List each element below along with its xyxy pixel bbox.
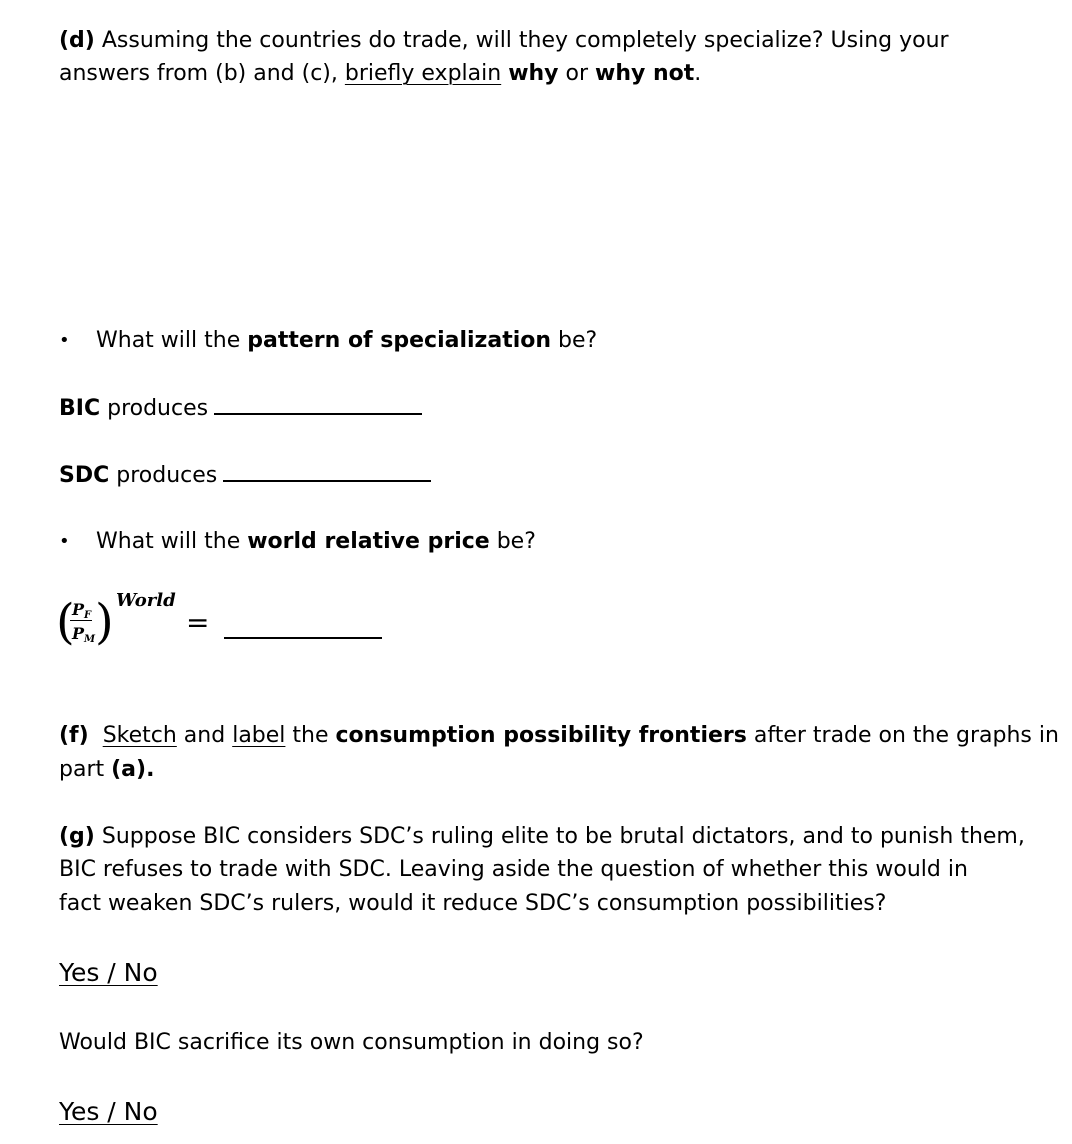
or-word: or bbox=[558, 61, 596, 86]
bic-label: BIC bbox=[59, 396, 101, 421]
part-d-label: (d) bbox=[59, 28, 95, 53]
answer-yes-no-2[interactable]: Yes / No bbox=[59, 1097, 158, 1126]
bic-produces-text: produces bbox=[100, 396, 209, 421]
fraction-bar bbox=[70, 620, 92, 621]
bic-produces-line bbox=[59, 391, 422, 426]
part-d-text-2: answers from (b) and (c), bbox=[59, 61, 345, 86]
part-f-line-1 bbox=[59, 719, 1059, 753]
briefly-explain: briefly explain bbox=[344, 61, 502, 86]
bic-answer-blank[interactable] bbox=[214, 391, 422, 415]
sdc-produces-text: produces bbox=[109, 463, 218, 488]
part-f-line-2 bbox=[59, 753, 154, 787]
sketch-word: Sketch bbox=[102, 723, 177, 748]
equals-sign: = bbox=[186, 606, 210, 639]
specialization-pre: What will the bbox=[96, 328, 248, 353]
part-g-line-1 bbox=[59, 820, 1025, 854]
sdc-answer-blank[interactable] bbox=[223, 458, 431, 482]
the-word: the bbox=[285, 723, 336, 748]
price-numerator: $P_F$ bbox=[72, 600, 92, 621]
part-d-line-1 bbox=[59, 24, 949, 58]
part-d-line-2 bbox=[59, 57, 701, 91]
specialization-post: be? bbox=[551, 328, 598, 353]
part-f-rest: after trade on the graphs in bbox=[746, 723, 1059, 748]
price-answer-blank[interactable] bbox=[224, 637, 382, 639]
part-a-ref: (a). bbox=[111, 757, 155, 782]
part-d-text-1: Assuming the countries do trade, will they completely specialize? Using your bbox=[94, 28, 949, 53]
cpf-bold: consumption possibility frontiers bbox=[335, 723, 747, 748]
left-paren: ( bbox=[56, 594, 75, 650]
specialization-bold: pattern of specialization bbox=[247, 328, 552, 353]
label-word: label bbox=[232, 723, 286, 748]
period: . bbox=[694, 61, 702, 86]
bullet-icon: • bbox=[59, 531, 70, 552]
world-superscript: World bbox=[116, 590, 176, 611]
answer-yes-no-1[interactable]: Yes / No bbox=[59, 958, 158, 987]
sdc-produces-line bbox=[59, 458, 431, 493]
part-g-label: (g) bbox=[59, 824, 95, 849]
price-post: be? bbox=[489, 529, 536, 554]
price-pre: What will the bbox=[96, 529, 248, 554]
part-f-label: (f) bbox=[59, 723, 89, 748]
relative-price-formula bbox=[56, 594, 119, 656]
sdc-label: SDC bbox=[59, 463, 110, 488]
why-not-word: why not bbox=[595, 61, 695, 86]
part-g-line-2: BIC refuses to trade with SDC. Leaving aside the question of whether this would in bbox=[59, 857, 968, 882]
bullet-icon: • bbox=[59, 330, 70, 351]
price-bold: world relative price bbox=[247, 529, 490, 554]
price-question bbox=[96, 525, 536, 559]
specialization-question bbox=[96, 324, 597, 358]
price-denominator: $P_M$ bbox=[72, 624, 96, 645]
part-f-line2-pre: part bbox=[59, 757, 112, 782]
why-word: why bbox=[508, 61, 559, 86]
part-g-text-1: Suppose BIC considers SDC’s ruling elite to be brutal dictators, and to punish them, bbox=[94, 824, 1025, 849]
and-word: and bbox=[176, 723, 233, 748]
part-g-question-2: Would BIC sacrifice its own consumption in doing so? bbox=[59, 1030, 644, 1055]
right-paren: ) bbox=[95, 594, 114, 650]
part-g-line-3: fact weaken SDC’s rulers, would it reduce SDC’s consumption possibilities? bbox=[59, 891, 887, 916]
